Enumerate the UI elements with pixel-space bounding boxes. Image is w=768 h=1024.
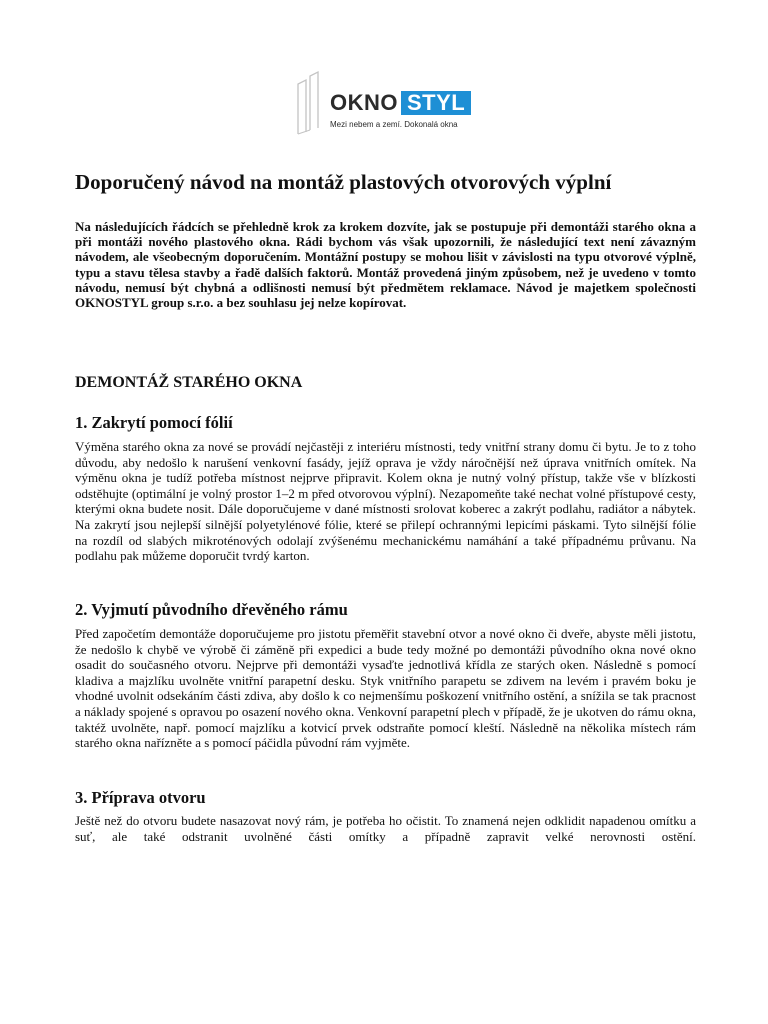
logo-okno-text: OKNO bbox=[330, 90, 398, 115]
logo-tagline: Mezi nebem a zemí. Dokonalá okna bbox=[330, 120, 458, 129]
section-heading-demontaz: DEMONTÁŽ STARÉHO OKNA bbox=[75, 374, 303, 391]
oknostyl-logo bbox=[296, 70, 486, 138]
step-1-paragraph: Výměna starého okna za nové se provádí nejčastěji z interiéru místnosti, tedy vnitřní strany domu či bytu. Je to z toho důvodu, aby nedošlo k narušení venkovní fasády, jejíž oprava je vždy náročnější než úprava vnitřních omítek. Na výměnu okna je tudíž potřeba místnost nejprve připravit. Kolem okna je nutný volný přístup, takže vše v blízkosti odstěhujte (optimální je volný prostor 1–2 m před otvorovou výplní). Nezapomeňte také nechat volné přístupové cesty, kterými okna budete nosit. Dále doporučujeme v dané místnosti srolovat koberec a zakrýt podlahu, radiátor a nábytek. Na zakrytí jsou nejlepší silnější polyetylénové fólie, které se přilepí ochrannými lepicími páskami. Tyto silnější fólie na rozdíl od slabých mikroténových odolají zvýšenému mechanickému namáhání a také případnému průvanu. Na podlahu pak můžeme doporučit tvrdý karton. bbox=[75, 439, 696, 564]
step-1-heading: 1. Zakrytí pomocí fólií bbox=[75, 413, 233, 432]
window-frame-icon bbox=[296, 70, 326, 136]
intro-paragraph: Na následujících řádcích se přehledně krok za krokem dozvíte, jak se postupuje při demontáži starého okna a při montáži nového plastového okna. Rádi bychom vás však upozornili, že následující text není závazným návodem, ale všeobecným doporučením. Montážní postupy se mohou lišit v závislosti na typu otvorové výplně, typu a stavu tělesa stavby a řadě dalších faktorů. Montáž provedená jiným způsobem, než je uvedeno v tomto návodu, nemusí být chybná a odlišnosti nemusí být předmětem reklamace. Návod je majetkem společnosti OKNOSTYL group s.r.o. a bez souhlasu jej nelze kopírovat. bbox=[75, 219, 696, 311]
step-2-heading: 2. Vyjmutí původního dřevěného rámu bbox=[75, 600, 348, 619]
logo-wordmark bbox=[330, 91, 471, 115]
step-3-heading: 3. Příprava otvoru bbox=[75, 788, 206, 807]
step-3-paragraph: Ještě než do otvoru budete nasazovat nový rám, je potřeba ho očistit. To znamená nejen odklidit napadenou omítku a suť, ale také odstranit uvolněné části omítky a případně zapravit velké nerovnosti ostění. bbox=[75, 813, 696, 844]
step-2-paragraph: Před započetím demontáže doporučujeme pro jistotu přeměřit stavební otvor a nové okno či dveře, abyste měli jistotu, že nedošlo k chybě ve výrobě či záměně při expedici a bude tedy možné po demontáži původního okna nové okno osadit do současného otvoru. Nejprve při demontáži vysaďte jednotlivá křídla ze starých oken. Následně s pomocí kladiva a majzlíku uvolněte vnitřní parapetní desku. Styk vnitřního parapetu se zdivem na levém i pravém boku je vhodné uvolnit odsekáním části zdiva, aby došlo k co nejmenšímu poškození vnitřního ostění, a snížila se tak pracnost a náklady spojené s opravou po osazení nového okna. Venkovní parapetní plech v případě, že je ukotven do rámu okna, taktéž uvolněte, např. pomocí majzlíku a kotvicí prvek odstraňte pomocí kleští. Následně na několika místech rám starého okna nařízněte a s pomocí páčidla původní rám vyjměte. bbox=[75, 626, 696, 751]
logo-styl-badge: STYL bbox=[401, 91, 471, 115]
document-title: Doporučený návod na montáž plastových otvorových výplní bbox=[75, 170, 612, 194]
